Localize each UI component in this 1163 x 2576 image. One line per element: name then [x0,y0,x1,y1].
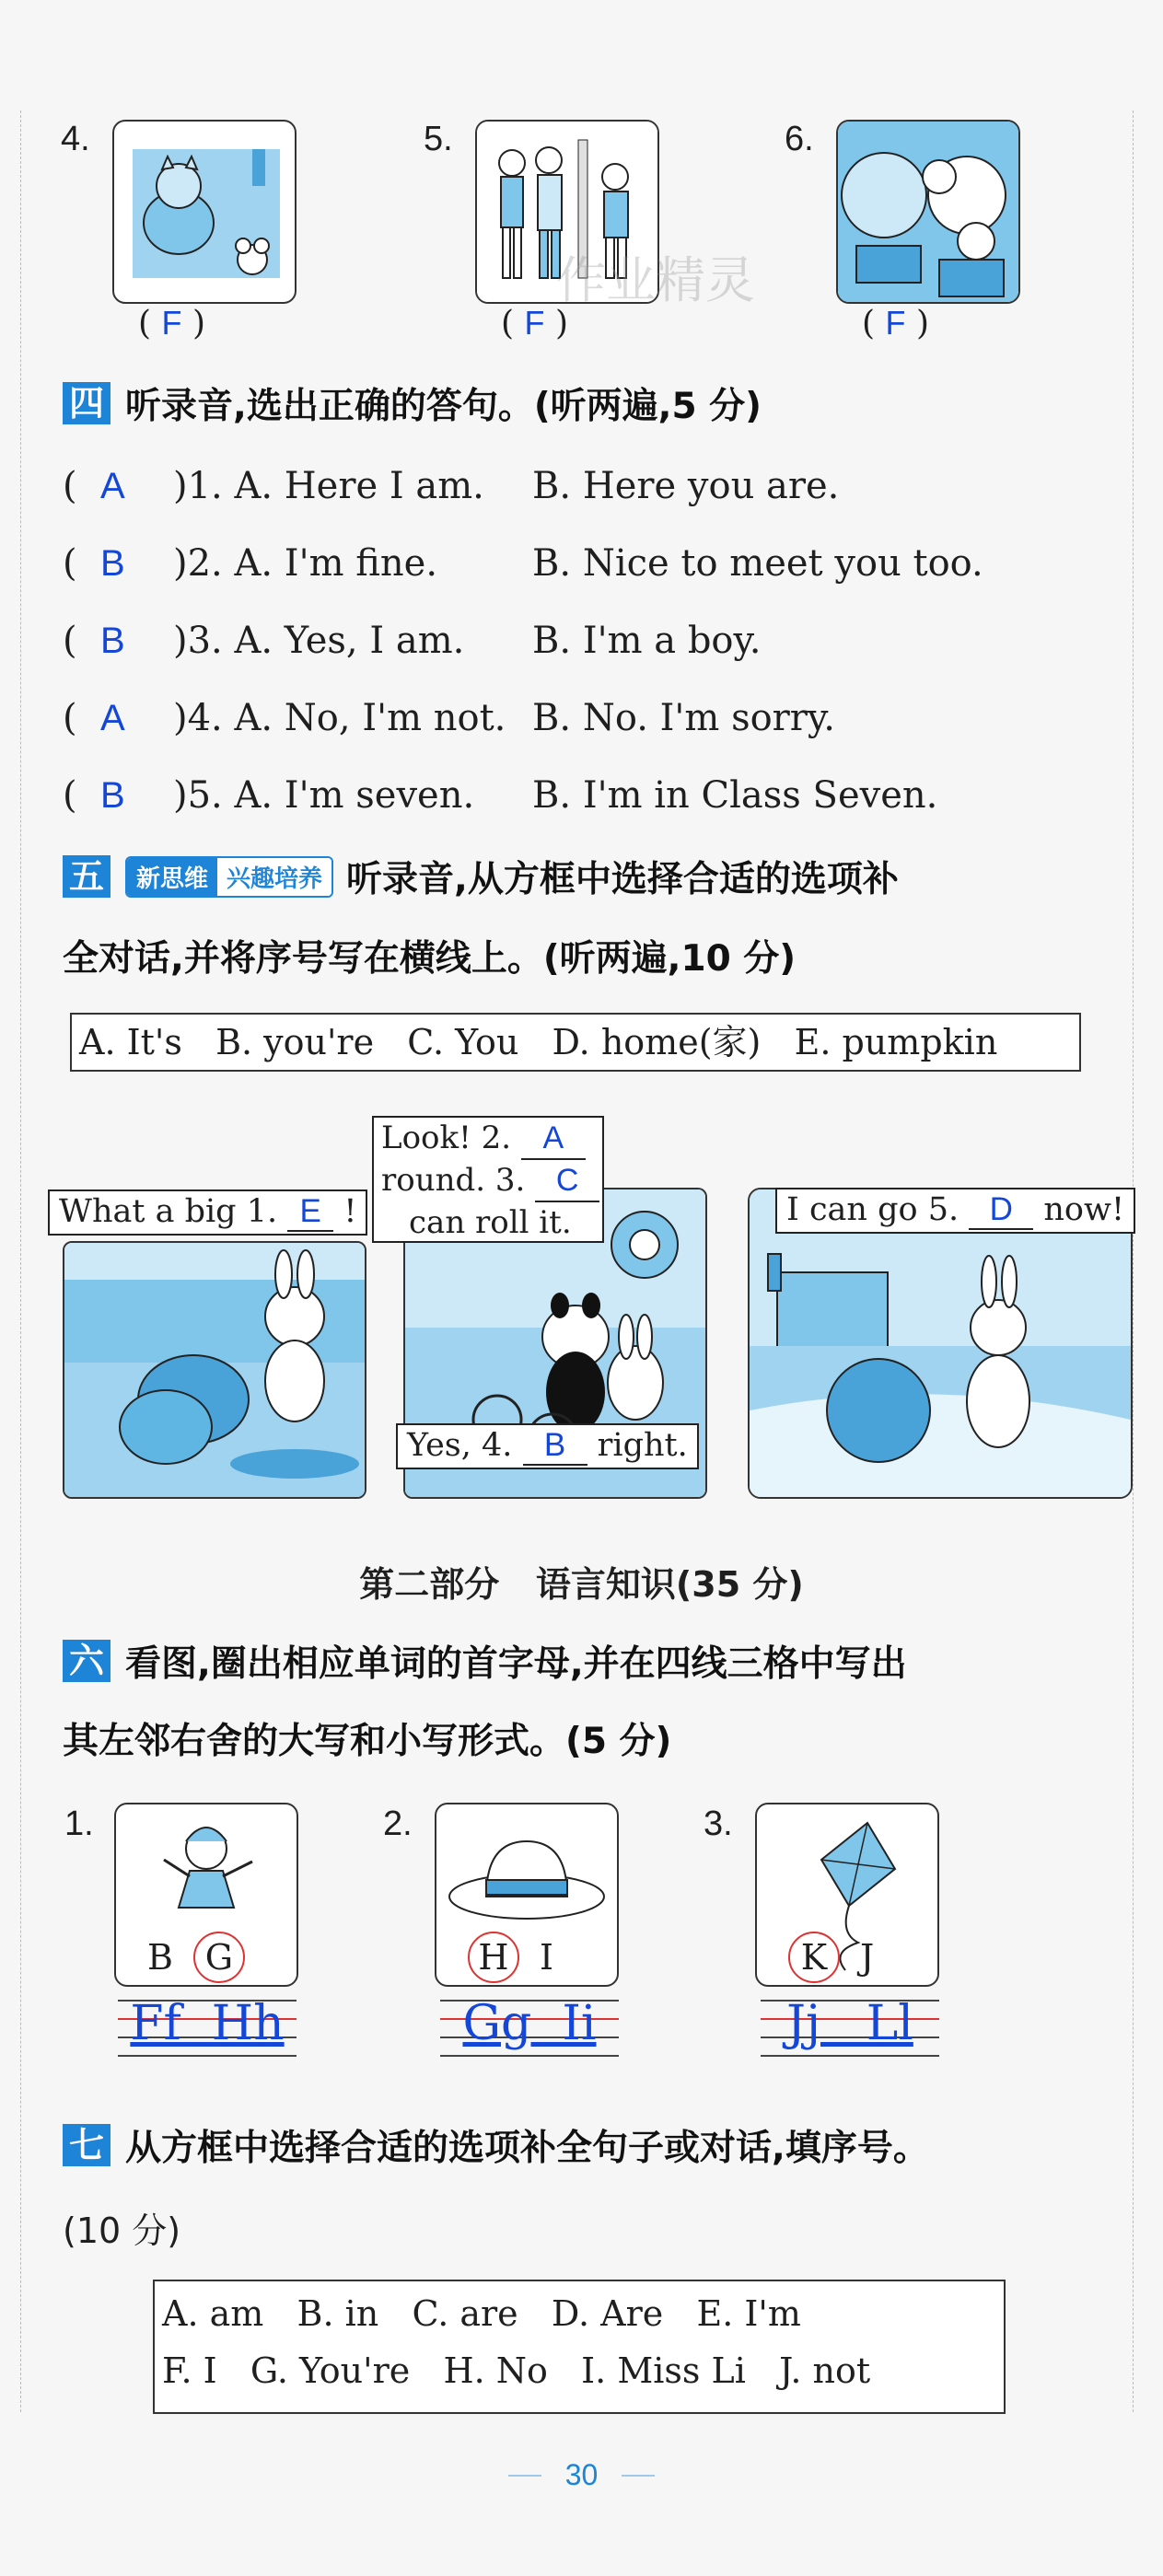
comic-bubble-2 [372,1116,604,1243]
section7-title-line1: 从方框中选择合适的选项补全句子或对话,填序号。 [125,2128,929,2169]
comic-bubble-3-answer: B [523,1427,587,1466]
section6-letter-right-1: G [193,1932,245,1983]
section6-letter-right-3: J [860,1937,875,1978]
comic-bubble-4-end: now! [1043,1191,1125,1228]
section4-badge: 四 [63,382,110,424]
section4-option-a-5: )5. A. I'm seven. [173,774,475,817]
section6-letters-3 [788,1932,874,1983]
section4-item-2: ( B )2. A. I'm fine. B. Nice to meet you too. [63,542,983,585]
section4-answer-4: A [100,697,125,738]
page-number-rule-right [622,2475,655,2477]
comic-panel-3 [748,1188,1133,1499]
comic-bubble-3-text: Yes, 4. [407,1427,513,1464]
section5-options-box [70,1013,1081,1072]
section4-answer-2: B [100,542,125,584]
section4-option-b-1: B. Here you are. [532,465,840,507]
section4-option-a-4: )4. A. No, I'm not. [173,697,506,739]
section6-title-line2: 其左邻右舍的大写和小写形式。(5 分) [63,1721,672,1762]
section6-written-3: Jj Ll [786,1996,913,2051]
comic-bubble-3 [396,1423,699,1469]
page-number-rule-left [508,2475,541,2477]
section4-heading [63,377,762,429]
comic-bubble-4 [775,1188,1135,1234]
comic-bubble-2-line1 [381,1118,602,1160]
picture-number-6: 6. [785,120,814,158]
section6-letter-right-2: I [540,1937,554,1978]
comic-bubble-4-text: I can go 5. [786,1191,959,1228]
section4-answer-5: B [100,774,125,816]
comic-bubble-1-text: What a big 1. [59,1193,278,1230]
section4-answer-1: A [100,465,125,506]
section5-tag-2: 兴趣培养 [217,858,331,896]
page-number: 30 [564,2458,599,2491]
section6-letter-left-3: K [788,1932,840,1983]
picture-4-cat-mouse [112,120,297,304]
section7-heading [63,2119,929,2171]
section7-options-line2: F. I G. You're H. No I. Miss Li J. not [162,2350,871,2391]
answer-6: F [885,304,906,342]
right-margin-line [1133,110,1134,2412]
part2-heading: 第二部分 语言知识(35 分) [359,1564,804,1605]
section6-letters-2 [468,1932,553,1983]
comic-bubble-2-answer-2: A [521,1118,586,1160]
section6-letter-left-1: B [147,1937,173,1978]
section5-title-line2: 全对话,并将序号写在横线上。(听两遍,10 分) [63,938,797,980]
comic-panel-1 [63,1241,366,1499]
answer-4: F [161,304,182,342]
section4-item-5: ( B )5. A. I'm seven. B. I'm in Class Seven. [63,774,938,817]
section7-options-line1: A. am B. in C. are D. Are E. I'm [162,2293,801,2334]
page-number-bar [0,2458,1163,2492]
answer-5: F [524,304,545,342]
section6-writing-lines-2 [440,1996,619,2059]
section6-writing-lines-1 [118,1996,297,2059]
picture-number-5: 5. [424,120,453,158]
picture-6-greeting [836,120,1020,304]
answer-paren-4: ( F ) [138,304,205,342]
section4-item-3: ( B )3. A. Yes, I am. B. I'm a boy. [63,620,762,662]
section4-answer-3: B [100,620,125,661]
comic-bubble-2-line2 [381,1160,602,1202]
section6-letter-left-2: H [468,1932,519,1983]
section6-written-2: Gg Ii [462,1996,597,2051]
section4-option-b-2: B. Nice to meet you too. [532,542,983,585]
comic-bubble-2-answer-3: C [535,1160,599,1202]
section4-option-a-3: )3. A. Yes, I am. [173,620,465,662]
section7-title-line2: (10 分) [63,2210,181,2251]
section7-badge: 七 [63,2124,110,2166]
section4-option-a-2: )2. A. I'm fine. [173,542,438,585]
comic-bubble-1-answer: E [287,1193,333,1232]
section4-option-b-3: B. I'm a boy. [532,620,762,662]
section6-writing-lines-3 [761,1996,939,2059]
section6-title-line1: 看图,圈出相应单词的首字母,并在四线三格中写出 [125,1643,907,1685]
section4-item-1: ( A )1. A. Here I am. B. Here you are. [63,465,840,507]
comic-bubble-3-end: right. [597,1427,688,1464]
section5-tag [125,856,333,898]
comic-bubble-2-line2-text: round. 3. [381,1162,526,1199]
answer-paren-5: ( F ) [501,304,568,342]
comic-bubble-2-line3: can roll it. [409,1204,572,1241]
answer-paren-6: ( F ) [862,304,929,342]
section4-item-4: ( A )4. A. No, I'm not. B. No. I'm sorry. [63,697,835,739]
section6-number-2: 2. [383,1804,413,1843]
section4-option-b-4: B. No. I'm sorry. [532,697,835,739]
section6-heading [63,1635,907,1687]
comic-bubble-1 [48,1189,367,1236]
section7-options-box [153,2280,1006,2414]
section5-heading [63,851,899,902]
section5-tag-1: 新思维 [127,858,217,896]
section6-number-3: 3. [704,1804,733,1843]
left-margin-line [20,110,21,2412]
comic-bubble-4-answer: D [969,1191,1033,1230]
section4-option-a-1: )1. A. Here I am. [173,465,484,507]
comic-bubble-1-end: ! [343,1193,357,1230]
section6-written-1: Ff Hh [130,1996,285,2051]
picture-number-4: 4. [61,120,90,158]
comic-bubble-2-line1-text: Look! 2. [381,1120,512,1156]
section5-options: A. It's B. you're C. You D. home(家) E. pumpkin [79,1022,998,1062]
watermark: 作业精灵 [556,251,755,309]
section5-badge: 五 [63,855,110,898]
section6-number-1: 1. [64,1804,94,1843]
section6-letters-1 [147,1932,245,1983]
section4-option-b-5: B. I'm in Class Seven. [532,774,938,817]
section4-title: 听录音,选出正确的答句。(听两遍,5 分) [125,386,762,427]
section6-badge: 六 [63,1640,110,1682]
section5-title-line1: 听录音,从方框中选择合适的选项补 [346,859,899,900]
